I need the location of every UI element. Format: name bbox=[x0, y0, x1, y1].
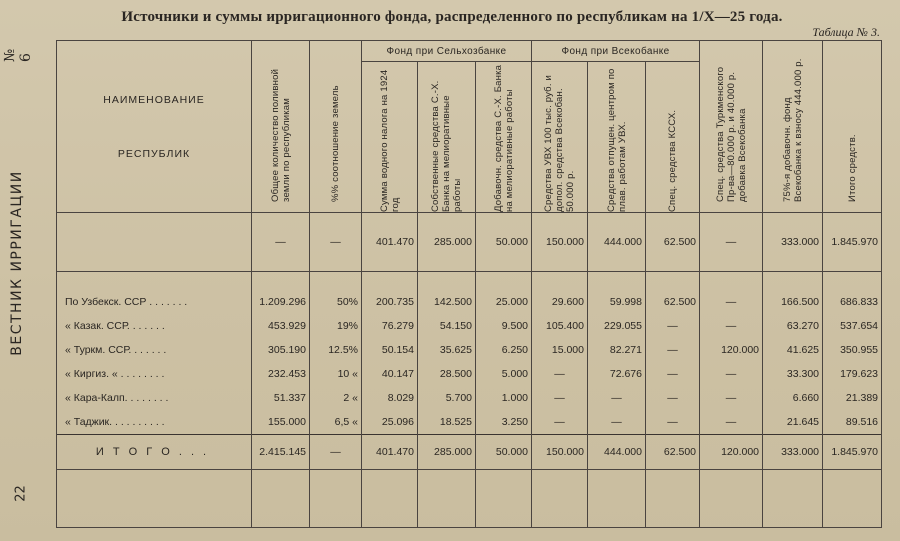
table-cell: — bbox=[588, 386, 646, 410]
table-cell: 63.270 bbox=[763, 314, 823, 338]
table-cell: 5.700 bbox=[418, 386, 476, 410]
table-cell: 41.625 bbox=[763, 338, 823, 362]
table-cell: — bbox=[700, 314, 763, 338]
table-cell: 537.654 bbox=[823, 314, 882, 338]
total-funds-header: Итого средств. bbox=[823, 41, 882, 213]
republic-name: « Кара-Калп. . . . . . . . bbox=[57, 386, 252, 410]
name-header-line2: РЕСПУБЛИК bbox=[117, 147, 191, 160]
table-cell: 21.389 bbox=[823, 386, 882, 410]
selkhozbank-group-header: Фонд при Сельхозбанке bbox=[362, 41, 532, 62]
table-cell: 155.000 bbox=[252, 410, 310, 435]
ksskh-funds-header: Спец. средства КССХ. bbox=[646, 62, 700, 213]
table-cell: 35.625 bbox=[418, 338, 476, 362]
top-row-cell: 150.000 bbox=[532, 213, 588, 272]
table-cell: 305.190 bbox=[252, 338, 310, 362]
table-cell: 166.500 bbox=[763, 290, 823, 314]
vsekobank-group-header: Фонд при Всекобанке bbox=[532, 41, 700, 62]
irrigation-fund-table bbox=[56, 40, 882, 528]
top-row-cell: 1.845.970 bbox=[823, 213, 882, 272]
table-cell: 6.250 bbox=[476, 338, 532, 362]
table-cell: 72.676 bbox=[588, 362, 646, 386]
table-cell: 15.000 bbox=[532, 338, 588, 362]
table-cell: 51.337 bbox=[252, 386, 310, 410]
total-row bbox=[57, 435, 882, 470]
top-row-cell: 50.000 bbox=[476, 213, 532, 272]
table-cell: — bbox=[588, 410, 646, 435]
table-cell: — bbox=[646, 362, 700, 386]
table-row bbox=[57, 410, 882, 435]
name-column-header bbox=[57, 41, 252, 213]
table-cell: 19% bbox=[310, 314, 362, 338]
table-label: Таблица № 3. bbox=[812, 25, 880, 39]
uvkh-funds-header: Средства УВХ 100 тыс. руб. и допол. средства Всекобан. 50.000 р. bbox=[532, 62, 588, 213]
own-funds-header: Собственные средства С.-Х. Банка на мелиоративные работы bbox=[418, 62, 476, 213]
total-cell: 285.000 bbox=[418, 435, 476, 470]
table-cell: 105.400 bbox=[532, 314, 588, 338]
table-cell: — bbox=[646, 410, 700, 435]
table-cell: 229.055 bbox=[588, 314, 646, 338]
table-cell: 54.150 bbox=[418, 314, 476, 338]
table-cell: 18.525 bbox=[418, 410, 476, 435]
table-cell: 50% bbox=[310, 290, 362, 314]
name-header-line1: НАИМЕНОВАНИЕ bbox=[103, 93, 205, 106]
table-cell: 76.279 bbox=[362, 314, 418, 338]
table-row bbox=[57, 386, 882, 410]
turkmen-funds-header: Спец. средства Туркменского Пр-ва—80.000 р. и 40.000 р. добавка Всекобанка bbox=[700, 41, 763, 213]
total-cell: — bbox=[310, 435, 362, 470]
pct75-header: 75%-я добавочн. фонд Всекобанка к взносу 444.000 р. bbox=[763, 41, 823, 213]
table-cell: 29.600 bbox=[532, 290, 588, 314]
table-row bbox=[57, 362, 882, 386]
table-cell: 50.154 bbox=[362, 338, 418, 362]
top-row-cell: 401.470 bbox=[362, 213, 418, 272]
table-row bbox=[57, 314, 882, 338]
land-ratio-header: %% соотношение земель bbox=[310, 41, 362, 213]
extra-funds-header: Добавочн. средства С.-Х. Банка на мелиоративные работы bbox=[476, 62, 532, 213]
table-cell: 28.500 bbox=[418, 362, 476, 386]
table-cell: 62.500 bbox=[646, 290, 700, 314]
top-row-cell: 444.000 bbox=[588, 213, 646, 272]
total-cell: 1.845.970 bbox=[823, 435, 882, 470]
table-cell: 1.000 bbox=[476, 386, 532, 410]
table-cell: — bbox=[646, 386, 700, 410]
table-cell: 82.271 bbox=[588, 338, 646, 362]
total-cell: 401.470 bbox=[362, 435, 418, 470]
table-cell: 179.623 bbox=[823, 362, 882, 386]
total-cell: 150.000 bbox=[532, 435, 588, 470]
total-cell: 2.415.145 bbox=[252, 435, 310, 470]
water-tax-header: Сумма водного налога на 1924 год bbox=[362, 62, 418, 213]
table-cell: 25.000 bbox=[476, 290, 532, 314]
republic-name: « Казак. ССР. . . . . . . bbox=[57, 314, 252, 338]
total-cell: 50.000 bbox=[476, 435, 532, 470]
total-cell: 444.000 bbox=[588, 435, 646, 470]
total-cell: 62.500 bbox=[646, 435, 700, 470]
table-cell: — bbox=[700, 386, 763, 410]
republic-name: « Таджик. . . . . . . . . . bbox=[57, 410, 252, 435]
table-cell: 453.929 bbox=[252, 314, 310, 338]
issue-number: № 6 bbox=[2, 47, 34, 62]
table-cell: 350.955 bbox=[823, 338, 882, 362]
table-cell: — bbox=[646, 338, 700, 362]
table-cell: 1.209.296 bbox=[252, 290, 310, 314]
journal-name: ВЕСТНИК ИРРИГАЦИИ bbox=[9, 170, 25, 356]
total-cell: 333.000 bbox=[763, 435, 823, 470]
table-cell: 232.453 bbox=[252, 362, 310, 386]
table-cell: 8.029 bbox=[362, 386, 418, 410]
table-cell: 3.250 bbox=[476, 410, 532, 435]
table-row bbox=[57, 290, 882, 314]
summary-top-row bbox=[57, 213, 882, 272]
top-row-cell: 285.000 bbox=[418, 213, 476, 272]
table-cell: 142.500 bbox=[418, 290, 476, 314]
table-cell: 12.5% bbox=[310, 338, 362, 362]
table-cell: — bbox=[700, 290, 763, 314]
top-row-cell: 333.000 bbox=[763, 213, 823, 272]
table-cell: — bbox=[700, 362, 763, 386]
table-cell: 686.833 bbox=[823, 290, 882, 314]
top-row-cell: — bbox=[310, 213, 362, 272]
table-cell: — bbox=[532, 410, 588, 435]
top-row-cell: — bbox=[252, 213, 310, 272]
top-row-cell: — bbox=[700, 213, 763, 272]
republic-name: По Узбекск. ССР . . . . . . . bbox=[57, 290, 252, 314]
table-cell: — bbox=[646, 314, 700, 338]
table-cell: — bbox=[700, 410, 763, 435]
table-cell: 2 « bbox=[310, 386, 362, 410]
table-cell: 33.300 bbox=[763, 362, 823, 386]
table-cell: — bbox=[532, 386, 588, 410]
spacer-row bbox=[57, 272, 882, 291]
filler-row bbox=[57, 470, 882, 528]
table-cell: 10 « bbox=[310, 362, 362, 386]
total-cell: 120.000 bbox=[700, 435, 763, 470]
table-cell: 40.147 bbox=[362, 362, 418, 386]
table-cell: 21.645 bbox=[763, 410, 823, 435]
republic-name: « Киргиз. « . . . . . . . . bbox=[57, 362, 252, 386]
table-cell: 59.998 bbox=[588, 290, 646, 314]
released-funds-header: Средства отпущен. центром по плав. работам УВХ. bbox=[588, 62, 646, 213]
table-cell: 200.735 bbox=[362, 290, 418, 314]
top-row-cell: 62.500 bbox=[646, 213, 700, 272]
table-cell: 9.500 bbox=[476, 314, 532, 338]
table-cell: 120.000 bbox=[700, 338, 763, 362]
table-row bbox=[57, 338, 882, 362]
republic-name: « Туркм. ССР. . . . . . . bbox=[57, 338, 252, 362]
total-label: И Т О Г О . . . bbox=[57, 435, 252, 470]
page-number: 22 bbox=[13, 485, 29, 502]
table-cell: — bbox=[532, 362, 588, 386]
land-total-header: Общее количество поливной земли по республикам bbox=[252, 41, 310, 213]
table-cell: 6.660 bbox=[763, 386, 823, 410]
table-title: Источники и суммы ирригационного фонда, распределенного по республикам на 1/X—25 года. bbox=[121, 9, 783, 25]
table-cell: 89.516 bbox=[823, 410, 882, 435]
table-cell: 6,5 « bbox=[310, 410, 362, 435]
table-cell: 5.000 bbox=[476, 362, 532, 386]
table-cell: 25.096 bbox=[362, 410, 418, 435]
